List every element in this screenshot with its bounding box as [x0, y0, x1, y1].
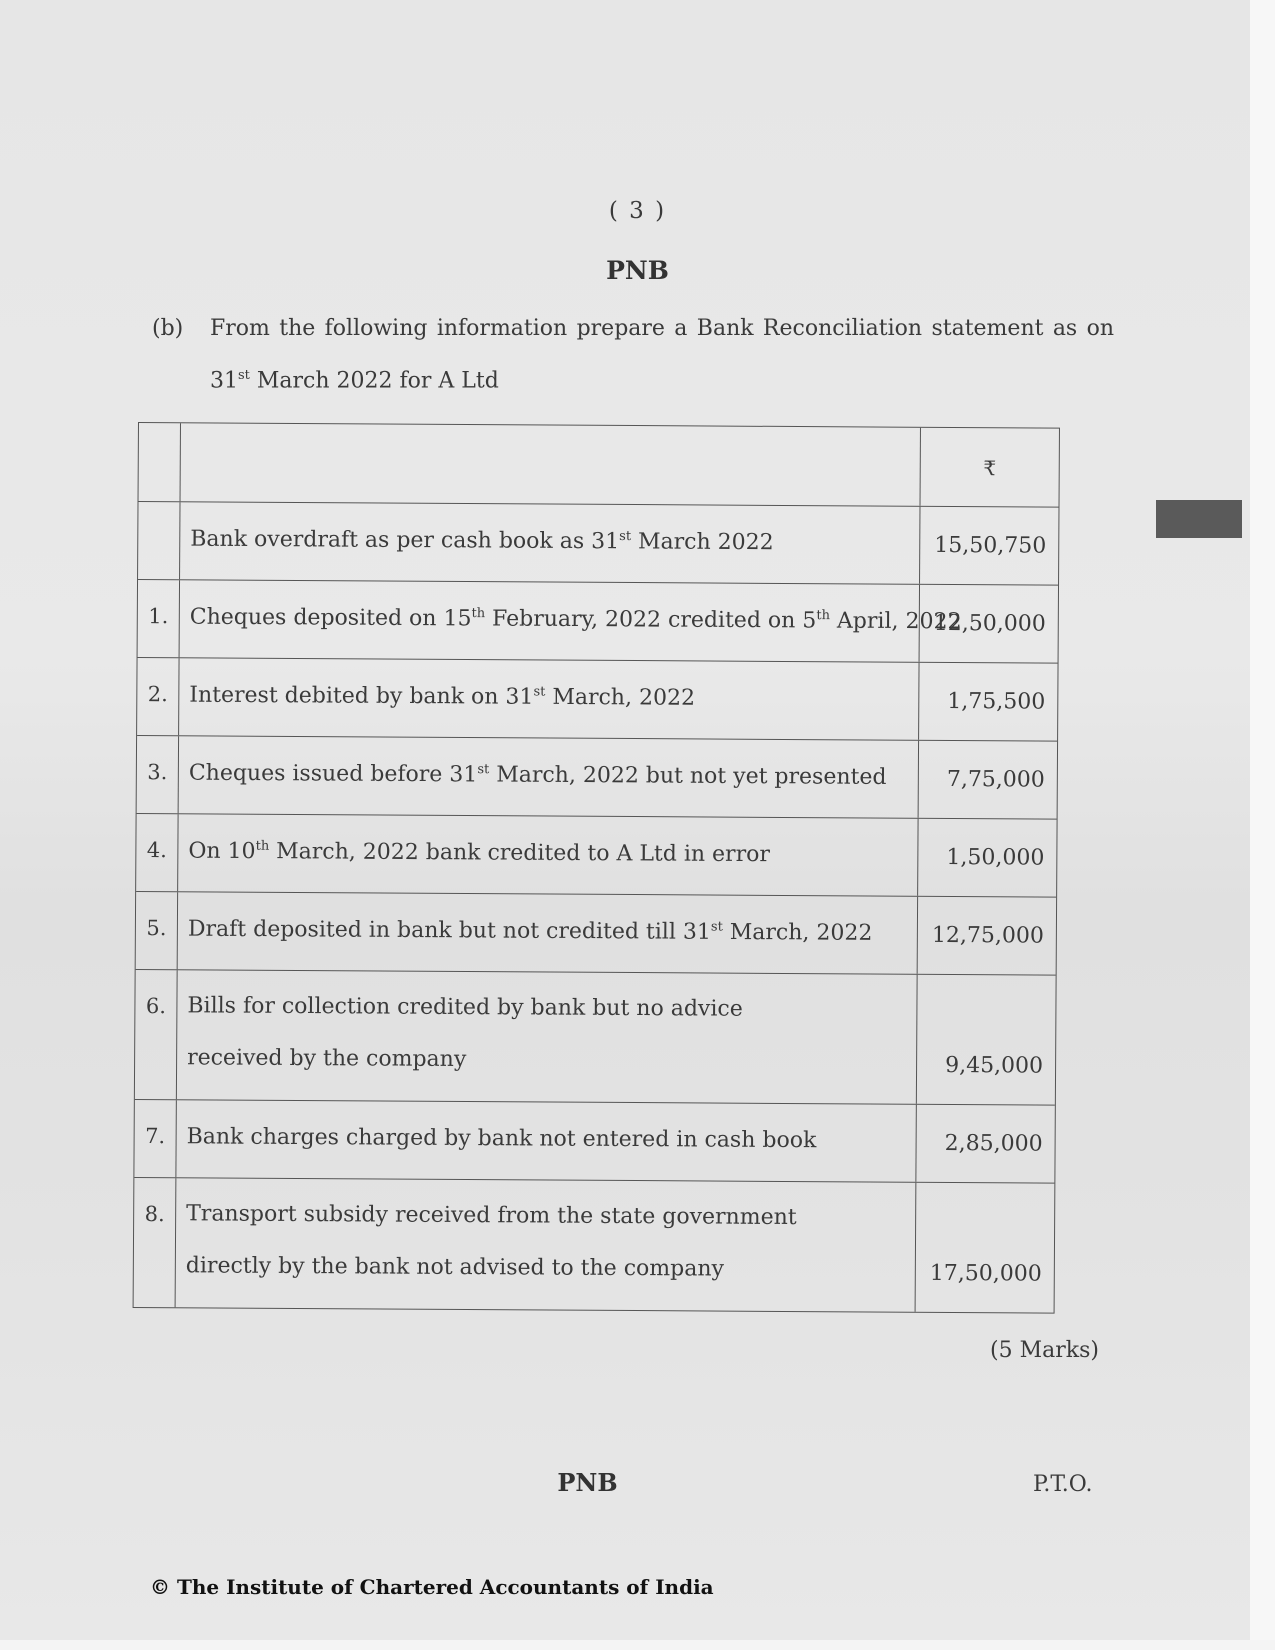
- table-row: [136, 813, 1056, 897]
- question-text-line2: 31st March 2022 for A Ltd: [210, 368, 499, 394]
- table-row: [135, 969, 1056, 1105]
- row-description: Cheques issued before 31st March, 2022 but not yet presented: [179, 736, 919, 818]
- row-amount: 17,50,000: [929, 1260, 1042, 1287]
- marks-label: (5 Marks): [990, 1338, 1099, 1363]
- row-number: 8.: [134, 1178, 177, 1307]
- table-row: [137, 657, 1057, 741]
- reconciliation-table: [133, 422, 1060, 1314]
- row-amount: 9,45,000: [945, 1052, 1044, 1079]
- row-number: 2.: [137, 658, 179, 735]
- row-description: [176, 1178, 917, 1312]
- row-number: 1.: [138, 580, 180, 657]
- row-amount: 1,75,500: [947, 688, 1046, 715]
- table-row: [136, 891, 1056, 975]
- row-description-line2: directly by the bank not advised to the company: [185, 1253, 725, 1282]
- row-amount: 7,75,000: [946, 766, 1045, 793]
- row-number: 4.: [136, 814, 178, 891]
- row-description-line1: Transport subsidy received from the state government: [186, 1201, 797, 1231]
- header-code: PNB: [606, 256, 669, 285]
- row-amount: 12,75,000: [931, 922, 1044, 949]
- row-amount: 12,50,000: [933, 610, 1046, 637]
- opening-description: Bank overdraft as per cash book as 31st March 2022: [180, 502, 920, 584]
- table-row-opening: [138, 501, 1058, 585]
- row-description: [177, 970, 918, 1104]
- row-description-line2: received by the company: [187, 1045, 467, 1073]
- row-number: 6.: [135, 970, 178, 1099]
- row-description: Bank charges charged by bank not entered in cash book: [176, 1100, 916, 1182]
- row-description: On 10th March, 2022 bank credited to A Ltd in error: [178, 814, 918, 896]
- table-row: [134, 1177, 1055, 1313]
- scan-edge-bottom: [0, 1640, 1275, 1650]
- row-description: Interest debited by bank on 31st March, 2022: [179, 658, 919, 740]
- page-number: ( 3 ): [608, 198, 667, 224]
- question-text-line1: From the following information prepare a Bank Reconciliation statement as on: [210, 316, 1114, 341]
- table-row: [137, 735, 1057, 819]
- row-description: Cheques deposited on 15th February, 2022 credited on 5th April, 2022: [180, 580, 920, 662]
- table-row: [138, 579, 1058, 663]
- opening-amount: 15,50,750: [934, 532, 1047, 559]
- row-amount: 2,85,000: [944, 1130, 1043, 1157]
- row-description: Draft deposited in bank but not credited till 31st March, 2022: [178, 892, 918, 974]
- currency-header: ₹: [983, 456, 997, 481]
- footer-code: PNB: [557, 1468, 618, 1497]
- copyright-notice: © The Institute of Chartered Accountants of India: [150, 1575, 714, 1599]
- row-number: 7.: [134, 1100, 176, 1177]
- table-row: [134, 1099, 1054, 1183]
- row-amount: 1,50,000: [946, 844, 1045, 871]
- scan-edge-tab: [1156, 500, 1242, 538]
- scan-edge-right: [1250, 0, 1275, 1650]
- row-description-line1: Bills for collection credited by bank but no advice: [187, 993, 743, 1022]
- table-header-row: [139, 423, 1059, 507]
- row-number: 3.: [137, 736, 179, 813]
- question-label: (b): [152, 316, 184, 341]
- pto-label: P.T.O.: [1033, 1472, 1093, 1497]
- row-number: 5.: [136, 892, 178, 969]
